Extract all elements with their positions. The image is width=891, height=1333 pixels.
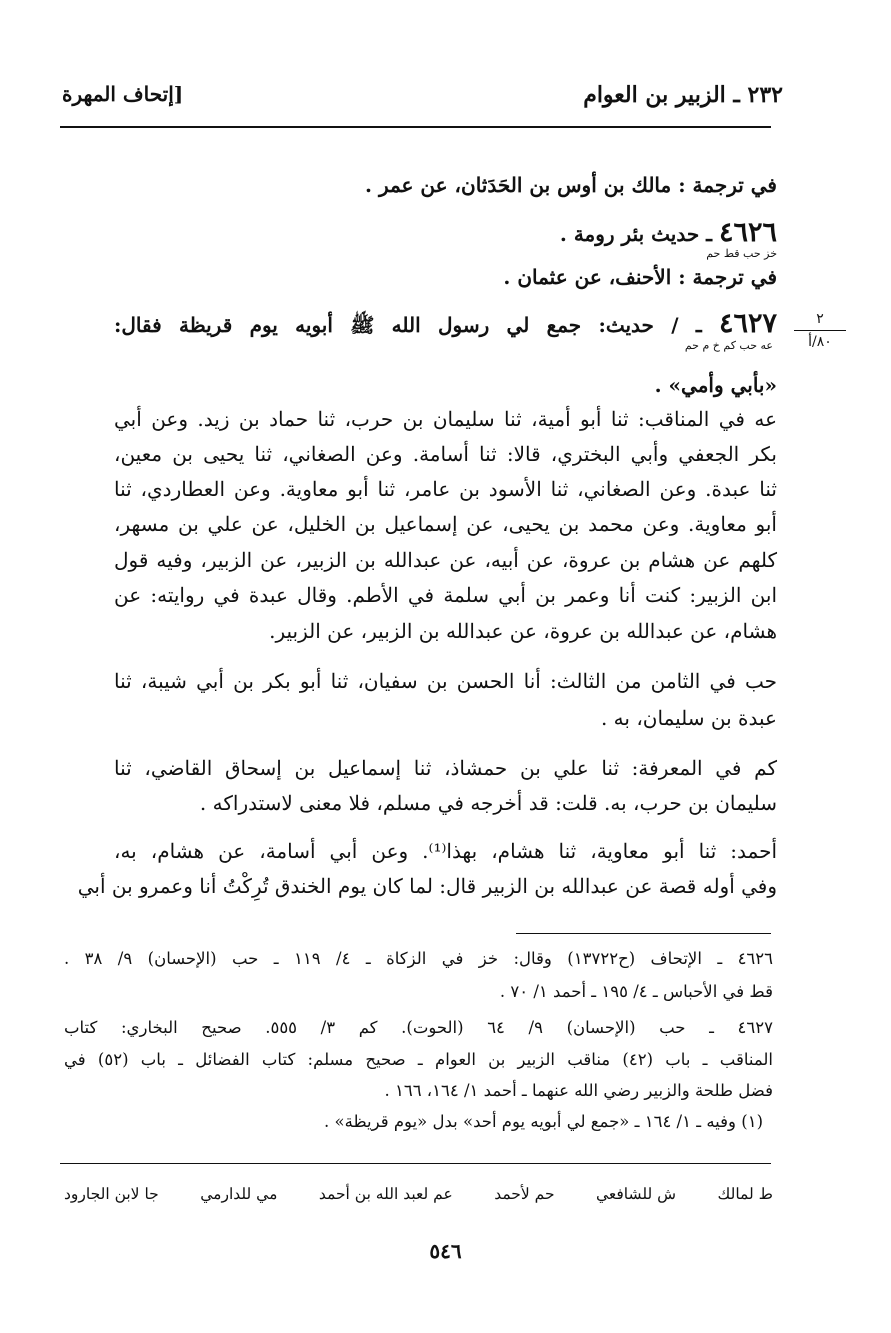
text-line: بكر الجعفي وأبي البختري، قالا: ثنا أسامة. وعن الصغاني، ثنا يحيى بن معين،	[114, 442, 777, 466]
text-line: في ترجمة : الأحنف، عن عثمان .	[503, 265, 777, 289]
margin-mark-divider	[794, 330, 846, 331]
text-line: «بأبي وأمي» .	[654, 373, 777, 397]
running-title: ٢٣٢ ـ الزبير بن العوام	[583, 82, 783, 108]
hadith-heading-4626	[560, 218, 777, 249]
text-line: سليمان بن حرب، به. قلت: قد أخرجه في مسلم، فلا معنى لاستدراكه .	[199, 791, 777, 815]
abbreviation-item: ط لمالك	[717, 1185, 773, 1203]
footnote-line: ٤٦٢٧ ـ حب (الإحسان) ٩/ ٦٤ (الحوت). كم ٣/ ٥٥٥. صحيح البخاري: كتاب	[64, 1018, 773, 1037]
text-line: ابن الزبير: كنت أنا وعمر بن أبي سلمة في الأطم. وقال عبدة في روايته: عن	[114, 583, 777, 607]
text-line: في ترجمة : مالك بن أوس بن الحَدَثان، عن عمر .	[365, 173, 777, 197]
abbreviation-item: ش للشافعي	[596, 1185, 677, 1203]
text-line: أبو معاوية. وعن محمد بن يحيى، عن إسماعيل بن الخليل، عن علي بن مسهر،	[114, 512, 777, 536]
text-line: كلهم عن هشام بن عروة، عن أبيه، عن عبدالله بن الزبير، عن الزبير، وفيه قول	[114, 548, 777, 572]
header-rule	[60, 126, 771, 128]
text-line: كم في المعرفة: ثنا علي بن حمشاذ، ثنا إسماعيل بن إسحاق القاضي، ثنا	[114, 756, 777, 780]
book-title: [إتحاف المهرة	[62, 82, 184, 106]
margin-mark-bottom: ٨٠/أ	[808, 334, 832, 350]
hadith-number: ٤٦٢٦	[718, 217, 777, 248]
margin-mark-top: ٢	[816, 311, 824, 327]
text-line: عه في المناقب: ثنا أبو أمية، ثنا سليمان بن حرب، ثنا حماد بن زيد. وعن أبي	[114, 407, 777, 431]
abbreviation-item: مي للدارمي	[200, 1185, 278, 1203]
text-line: هشام، عن عبدالله بن عروة، عن عبدالله بن الزبير، عن الزبير.	[269, 619, 777, 643]
footnote-line: ٤٦٢٦ ـ الإتحاف (ح١٣٧٢٢) وقال: خز في الزكاة ـ ٤/ ١١٩ ـ حب (الإحسان) ٩/ ٣٨ .	[64, 949, 774, 968]
page-number: ٥٤٦	[429, 1239, 462, 1263]
abbreviation-item: حم لأحمد	[494, 1185, 555, 1203]
footnote-line: المناقب ـ باب (٤٢) مناقب الزبير بن العوام ـ صحيح مسلم: كتاب الفضائل ـ باب (٥٢) في	[64, 1050, 774, 1069]
text-line: عبدة بن سليمان، به .	[600, 706, 777, 730]
footnote-line: (١) وفيه ـ ١/ ١٦٤ ـ «جمع لي أبويه يوم أحد» بدل «يوم قريظة» .	[324, 1112, 763, 1131]
source-symbols: خز حب قط حم	[706, 247, 777, 260]
abbreviation-item: جا لابن الجارود	[64, 1185, 159, 1203]
footnote-rule	[516, 933, 771, 934]
text-line: أحمد: ثنا أبو معاوية، ثنا هشام، بهذا⁽¹⁾. وعن أبي أسامة، عن هشام، به،	[114, 839, 777, 863]
hadith-heading-4627	[114, 309, 777, 340]
footnote-line: قط في الأحباس ـ ٤/ ١٩٥ ـ أحمد ١/ ٧٠ .	[499, 982, 773, 1001]
abbreviation-item: عم لعبد الله بن أحمد	[318, 1185, 453, 1203]
abbreviation-key	[64, 1185, 773, 1203]
hadith-title: ـ حديث بئر رومة .	[559, 222, 719, 246]
hadith-number: ٤٦٢٧	[718, 308, 777, 339]
abbreviation-rule	[60, 1163, 771, 1164]
text-line: ثنا عبدة. وعن الصغاني، ثنا الأسود بن عامر، ثنا أبو معاوية. وعن العطاردي، ثنا	[114, 477, 777, 501]
text-line: حب في الثامن من الثالث: أنا الحسن بن سفيان، ثنا أبو بكر بن أبي شيبة، ثنا	[114, 669, 777, 693]
footnote-line: فضل طلحة والزبير رضي الله عنهما ـ أحمد ١/ ١٦٤، ١٦٦ .	[384, 1081, 773, 1100]
margin-manuscript-ref	[794, 310, 846, 351]
source-symbols: عه حب كم خ م حم	[684, 339, 773, 352]
hadith-title: ـ / حديث: جمع لي رسول الله ﷺ أبويه يوم قريظة فقال:	[114, 313, 719, 337]
text-line: وفي أوله قصة عن عبدالله بن الزبير قال: لما كان يوم الخندق تُرِكْتُ أنا وعمرو بن أبي	[77, 874, 777, 898]
